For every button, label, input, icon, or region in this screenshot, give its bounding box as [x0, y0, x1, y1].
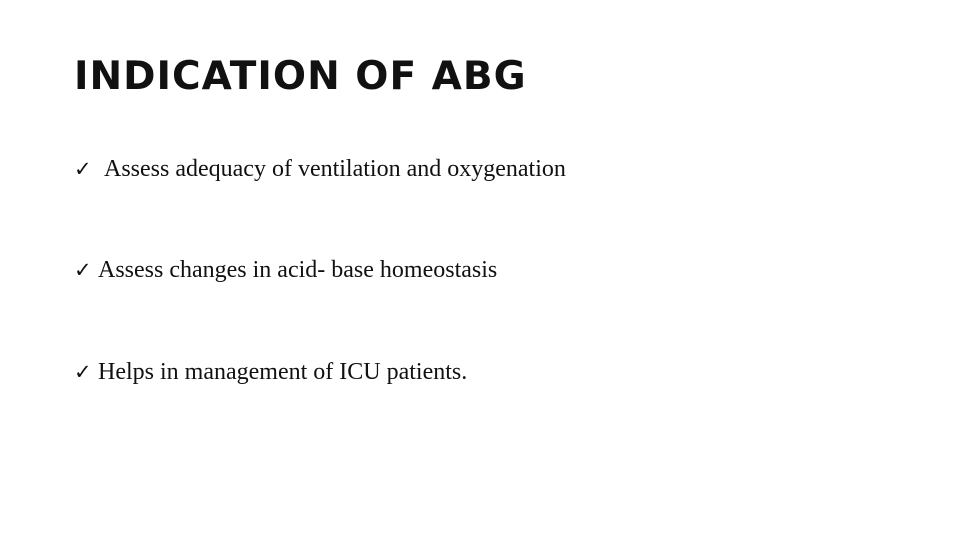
check-mark-icon: ✓ [74, 157, 92, 181]
bullet-text: Assess adequacy of ventilation and oxygenation [104, 156, 566, 182]
bullet-text: Assess changes in acid- base homeostasis [98, 257, 498, 283]
slide-title: INDICATION OF ABG [74, 54, 527, 99]
bullet-item [74, 257, 497, 284]
bullet-item [74, 359, 467, 386]
bullet-text: Helps in management of ICU patients. [98, 359, 468, 385]
bullet-item [74, 156, 566, 183]
check-mark-icon: ✓ [74, 258, 92, 282]
check-mark-icon: ✓ [74, 360, 92, 384]
